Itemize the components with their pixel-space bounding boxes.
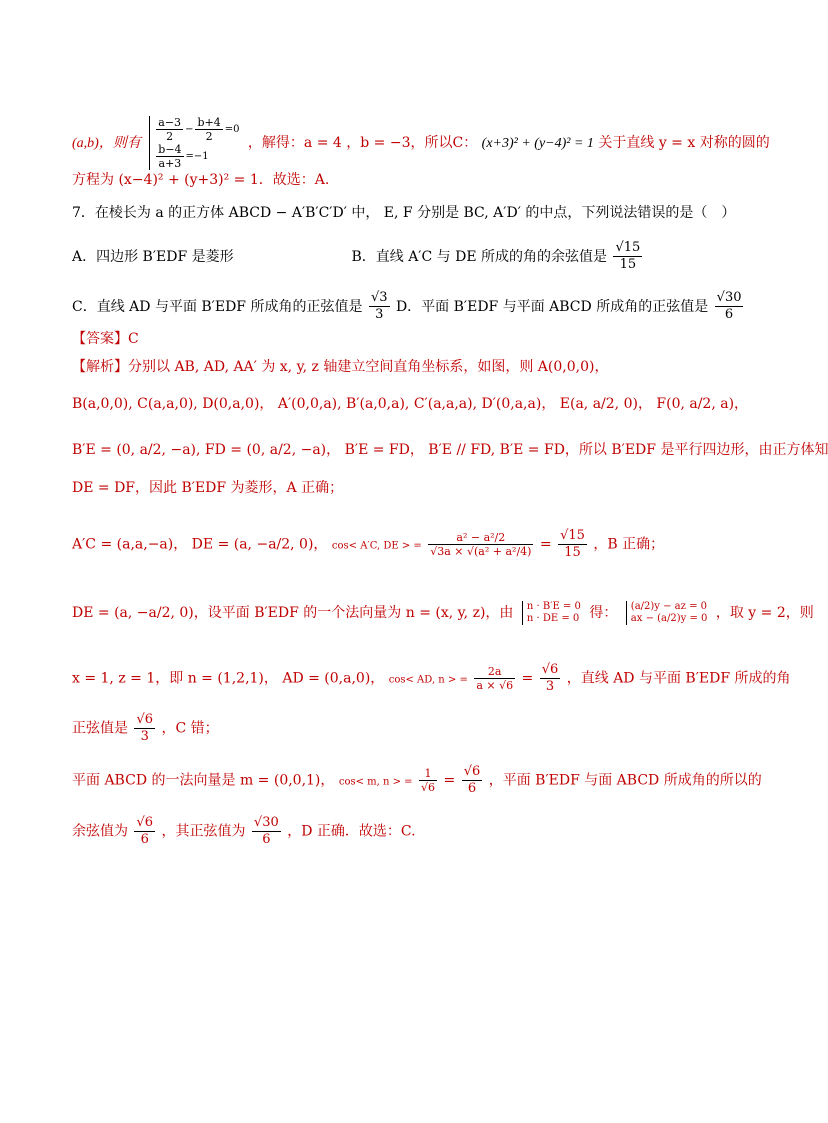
explanation-line-5: A′C = (a,a,−a)， DE = (a, −a/2, 0)， cos< A′C, DE > = $\frac{\text{a² − a²/2}}{\text{√3a × √(a² + a²/4)}}$ = $\frac{√15}{15}$ ，B 正确；: [72, 528, 665, 560]
explanation-line-10: 余弦值为 $\frac{√6}{6}$ ，其正弦值为 $\frac{√30}{6}$ ，D 正确．故选：C.: [72, 815, 416, 847]
explanation-tag: 【解析】: [72, 359, 128, 375]
explanation-line-9: 平面 ABCD 的一法向量是 m = (0,0,1)， cos< m, n > = $\frac{1}{√6}$ = $\frac{√6}{6}$ ，平面 B′EDF 与面 ABCD 所成角的所以的: [72, 764, 762, 796]
option-d: D．平面 B′EDF 与平面 ABCD 所成角的正弦值是 $\frac{√30}{6}$: [395, 290, 742, 322]
line1-prefix: (a,b)，则有: [72, 136, 141, 151]
options-ab: [72, 240, 727, 273]
option-a: A．四边形 B′EDF 是菱形: [72, 248, 234, 265]
explanation-line-6: DE = (a, −a/2, 0)，设平面 B′EDF 的一个法向量为 n = (x, y, z)，由 n · B′E = 0 n · DE = 0 得： (a/2)y − az = 0 ax − (a/2)y = 0 ，取 y = 2，则: [72, 601, 814, 624]
explanation-line-8: 正弦值是 $\frac{√6}{3}$ ，C 错；: [72, 712, 219, 744]
solution-line-1: [72, 116, 770, 170]
question-7: 7．在棱长为 a 的正方体 ABCD − A′B′C′D′ 中， E, F 分别是 BC, A′D′ 的中点，下列说法错误的是（ ）: [72, 205, 736, 221]
option-c: C．直线 AD 与平面 B′EDF 所成角的正弦值是 $\frac{√3}{3}$: [72, 290, 388, 322]
solution-line-2: 方程为 (x−4)² + (y+3)² = 1．故选：A.: [72, 172, 330, 188]
option-b: B．直线 A′C 与 DE 所成的角的余弦值是 $\frac{√15}{15}$: [351, 240, 641, 272]
options-cd: [72, 290, 742, 323]
line1-tail: 关于直线 y = x 对称的圆的: [598, 135, 770, 151]
explanation-line-3: B′E = (0, a/2, −a), FD = (0, a/2, −a)， B′E = FD， B′E // FD, B′E = FD，所以 B′EDF 是平行四边形，由正方体知: [72, 442, 828, 458]
line1-post: ，解得：a = 4 ，b = −3，所以C：: [247, 135, 478, 151]
equation-system: $\frac{a-3}{2}$ − $\frac{b+4}{2}$ =0 $\frac{b-4}{a+3}$ =−1: [149, 116, 239, 170]
explanation-line-7: x = 1, z = 1，即 n = (1,2,1)， AD = (0,a,0)， cos< AD, n > = $\frac{2a}{a \times √6}$ = $\frac{√6}{3}$ ，直线 AD 与平面 B′EDF 所成的角: [72, 662, 791, 694]
answer: 【答案】C: [72, 331, 139, 347]
explanation-line-2: B(a,0,0), C(a,a,0), D(0,a,0)， A′(0,0,a), B′(a,0,a), C′(a,a,a), D′(0,a,a)， E(a, a/2, 0)， F(0, a/2, a)，: [72, 396, 749, 412]
explanation-line-4: DE = DF，因此 B′EDF 为菱形，A 正确；: [72, 480, 344, 496]
circle-equation: (x+3)² + (y−4)² = 1: [481, 136, 594, 151]
explanation-line-1: 【解析】分别以 AB, AD, AA′ 为 x, y, z 轴建立空间直角坐标系，如图，则 A(0,0,0)，: [72, 359, 609, 375]
